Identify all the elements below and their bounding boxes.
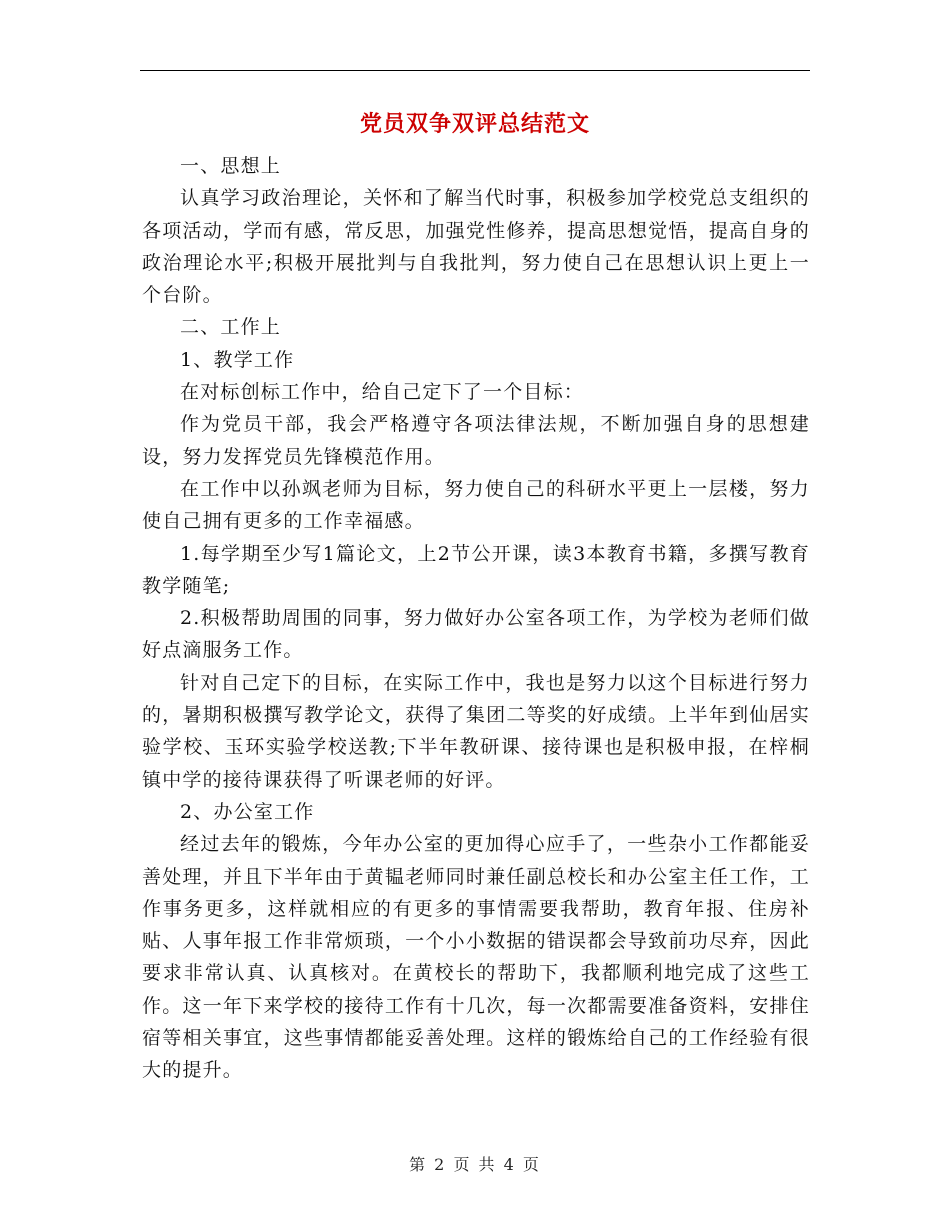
list-item: 2.积极帮助周围的同事，努力做好办公室各项工作，为学校为老师们做好点滴服务工作。 [142,607,810,662]
subsection-heading: 2、办公室工作 [180,800,315,823]
body-paragraph: 针对自己定下的目标，在实际工作中，我也是努力以这个目标进行努力的，暑期积极撰写教学论文，获得了集团二等奖的好成绩。上半年到仙居实验学校、玉环实验学校送教;下半年教研课、接待课也是积极申报，在梓桐镇中学的接待课获得了听课老师的好评。 [142,671,810,791]
document-body [142,150,810,1087]
body-paragraph: 认真学习政治理论，关怀和了解当代时事，积极参加学校党总支组织的各项活动，学而有感，常反思，加强党性修养，提高思想觉悟，提高自身的政治理论水平;积极开展批判与自我批判，努力使自己在思想认识上更上一个台阶。 [142,187,810,307]
body-paragraph: 经过去年的锻炼，今年办公室的更加得心应手了，一些杂小工作都能妥善处理，并且下半年由于黄韫老师同时兼任副总校长和办公室主任工作，工作事务更多，这样就相应的有更多的事情需要我帮助，教育年报、住房补贴、人事年报工作非常烦琐，一个小小数据的错误都会导致前功尽弃，因此要求非常认真、认真核对。在黄校长的帮助下，我都顺利地完成了这些工作。这一年下来学校的接待工作有十几次，每一次都需要准备资料，安排住宿等相关事宜，这些事情都能妥善处理。这样的锻炼给自己的工作经验有很大的提升。 [142,833,810,1082]
body-paragraph: 作为党员干部，我会严格遵守各项法律法规，不断加强自身的思想建设，努力发挥党员先锋模范作用。 [142,413,810,468]
list-item: 1.每学期至少写1篇论文，上2节公开课，读3本教育书籍，多撰写教育教学随笔; [142,542,810,597]
section-heading: 二、工作上 [180,316,282,339]
subsection-heading: 1、教学工作 [180,348,295,371]
page-number-footer: 第 2 页 共 4 页 [409,1155,541,1174]
header-rule [140,70,810,71]
body-paragraph: 在工作中以孙飒老师为目标，努力使自己的科研水平更上一层楼，努力使自己拥有更多的工作幸福感。 [142,477,810,533]
section-heading: 一、思想上 [180,155,282,177]
document-title: 党员双争双评总结范文 [359,111,590,137]
body-paragraph: 在对标创标工作中，给自己定下了一个目标： [180,381,585,404]
